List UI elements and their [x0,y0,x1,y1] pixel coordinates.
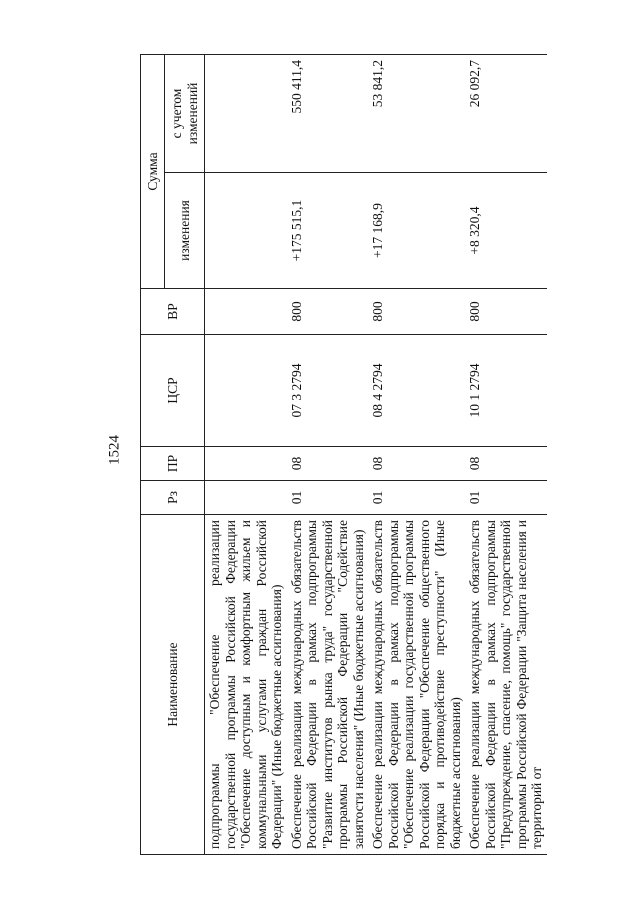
row-csr: 07 3 2794 [287,335,369,447]
row-pr: 08 [465,447,547,481]
row-name: Обеспечение реализации международных обязательств Российской Федерации в рамках подпрограммы "Предупреждение, спасение, помощь" государственной программы Российской Федерации "Защита населения и территорий от [465,515,547,855]
row-total: 26 092,7 [465,54,547,172]
header-rz: Рз [141,481,205,515]
rotated-page [140,55,630,855]
table-row [368,54,465,854]
header-csr: ЦСР [141,335,205,447]
header-sum: Сумма [141,54,165,288]
row-change: +17 168,9 [368,173,465,289]
header-pr: ПР [141,447,205,481]
row-change: +8 320,4 [465,173,547,289]
row-rz [205,481,287,515]
page-number: 1524 [106,435,123,465]
row-vr: 800 [287,289,369,335]
header-vr: ВР [141,289,205,335]
row-csr: 08 4 2794 [368,335,465,447]
table-row [465,54,547,854]
row-rz: 01 [368,481,465,515]
row-name: Обеспечение реализации международных обязательств Российской Федерации в рамках подпрограммы "Обеспечение реализации государственной программы Российской Федерации "Обеспечение общественного порядка и противодействие преступности" (Иные бюджетные ассигнования) [368,515,465,855]
row-total: 53 841,2 [368,54,465,172]
row-pr: 08 [368,447,465,481]
budget-table [140,54,547,855]
header-changes: изменения [165,173,205,289]
row-change: +175 515,1 [287,173,369,289]
row-change [205,173,287,289]
row-pr: 08 [287,447,369,481]
row-total [205,54,287,172]
header-name: Наименование [141,515,205,855]
row-vr: 800 [465,289,547,335]
row-rz: 01 [465,481,547,515]
row-csr: 10 1 2794 [465,335,547,447]
row-vr: 800 [368,289,465,335]
row-vr [205,289,287,335]
table-row [287,54,369,854]
row-name: подпрограммы "Обеспечение реализации государственной программы Российской Федерации "Обеспечение доступным и комфортным жильем и коммунальными услугами граждан Российской Федерации" (Иные бюджетные ассигнования) [205,515,287,855]
table-header [141,54,205,854]
table-row [205,54,287,854]
row-name: Обеспечение реализации международных обязательств Российской Федерации в рамках подпрограммы "Развитие институтов рынка труда" государственной программы Российской Федерации "Содействие занятости населения" (Иные бюджетные ассигнования) [287,515,369,855]
row-csr [205,335,287,447]
row-total: 550 411,4 [287,54,369,172]
row-pr [205,447,287,481]
header-with-changes: с учетом изменений [165,54,205,172]
row-rz: 01 [287,481,369,515]
